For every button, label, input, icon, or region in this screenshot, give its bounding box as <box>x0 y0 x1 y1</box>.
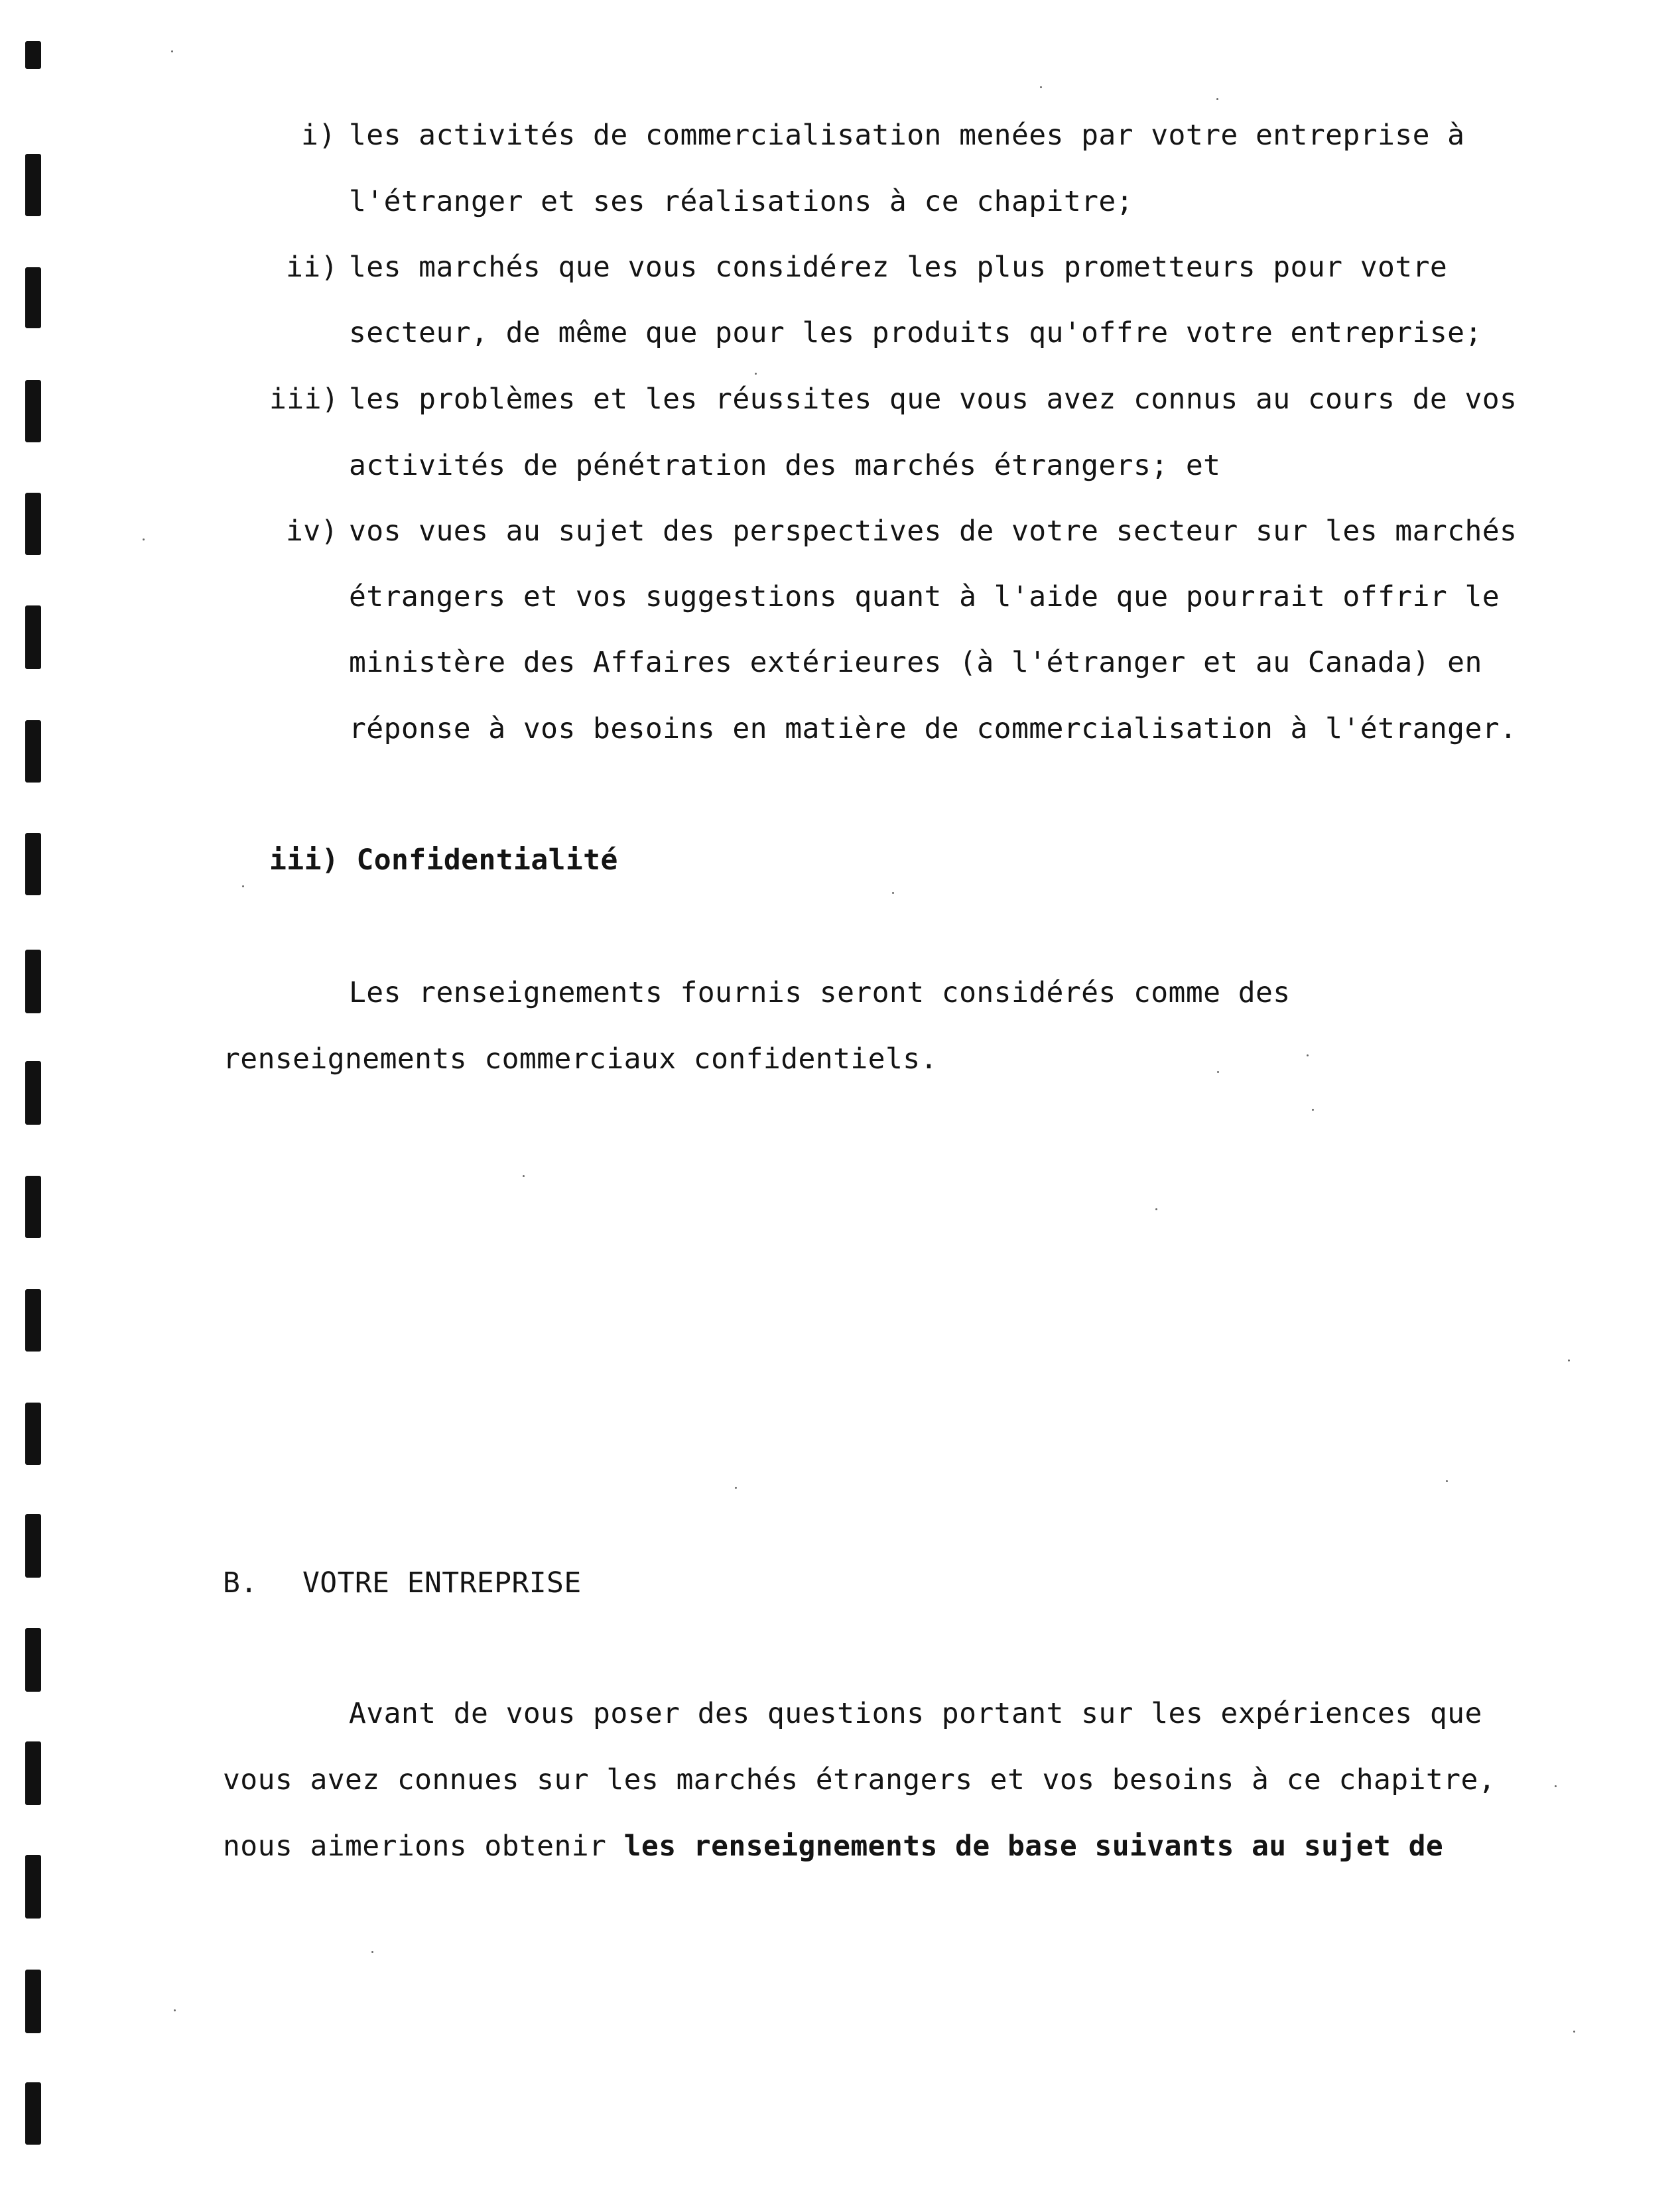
section-title: VOTRE ENTREPRISE <box>302 1566 582 1600</box>
binder-mark <box>25 720 41 783</box>
scan-speck <box>1155 1208 1157 1210</box>
scan-speck <box>523 1175 525 1177</box>
scan-speck <box>143 538 145 540</box>
scan-speck <box>1040 86 1042 88</box>
list-item-text: secteur, de même que pour les produits qu'offre votre entreprise; <box>349 316 1482 349</box>
scan-speck <box>174 2009 176 2011</box>
scan-speck <box>1446 1480 1448 1482</box>
list-item-text: l'étranger et ses réalisations à ce chapitre; <box>349 185 1133 218</box>
binder-mark <box>25 833 41 895</box>
list-item-text: les problèmes et les réussites que vous avez connus au cours de vos <box>349 383 1518 416</box>
list-item-text: vos vues au sujet des perspectives de votre secteur sur les marchés <box>349 515 1518 548</box>
binder-mark <box>25 1289 41 1352</box>
scan-speck <box>1555 1785 1557 1787</box>
scan-speck <box>1216 98 1218 100</box>
binder-mark <box>25 605 41 669</box>
scan-speck <box>1568 1359 1570 1361</box>
paragraph-line <box>223 1832 1443 1861</box>
list-number: iii) <box>269 383 340 416</box>
paragraph-line: vous avez connues sur les marchés étrangers et vos besoins à ce chapitre, <box>223 1763 1496 1796</box>
binder-mark <box>25 154 41 216</box>
scan-speck <box>755 373 757 375</box>
binder-mark <box>25 380 41 442</box>
binder-mark <box>25 1514 41 1578</box>
scan-speck <box>1217 1071 1219 1073</box>
section-letter: B. <box>223 1566 258 1600</box>
scan-speck <box>1307 1054 1309 1056</box>
binder-mark <box>25 1741 41 1805</box>
paragraph-line: renseignements commerciaux confidentiels. <box>223 1042 938 1076</box>
paragraph-line: Les renseignements fournis seront considérés comme des <box>349 976 1291 1009</box>
binder-mark <box>25 2082 41 2145</box>
binder-mark <box>25 41 41 69</box>
binder-mark <box>25 1176 41 1238</box>
list-item-text: les marchés que vous considérez les plus prometteurs pour votre <box>349 251 1448 284</box>
paragraph-line: Avant de vous poser des questions portant sur les expériences que <box>349 1697 1482 1730</box>
paragraph-text: nous aimerions obtenir <box>223 1830 607 1863</box>
scan-speck <box>735 1487 737 1489</box>
list-number: i) <box>301 119 336 152</box>
scan-speck <box>1312 1109 1314 1111</box>
scan-speck <box>171 50 173 52</box>
list-item-text: les activités de commercialisation menées par votre entreprise à <box>349 119 1465 152</box>
emphasized-text: les renseignements de base suivants au sujet de <box>623 1830 1444 1863</box>
scan-speck <box>242 885 244 887</box>
section-heading: iii) Confidentialité <box>269 844 618 877</box>
scan-speck <box>892 892 894 894</box>
binder-mark <box>25 1970 41 2033</box>
binder-mark <box>25 1403 41 1465</box>
list-number: iv) <box>286 515 338 548</box>
binder-mark <box>25 1628 41 1692</box>
scan-speck <box>1573 2031 1575 2033</box>
binder-mark <box>25 267 41 328</box>
binder-mark <box>25 493 41 555</box>
list-item-text: ministère des Affaires extérieures (à l'étranger et au Canada) en <box>349 646 1482 679</box>
list-item-text: étrangers et vos suggestions quant à l'aide que pourrait offrir le <box>349 580 1500 613</box>
list-number: ii) <box>286 251 338 284</box>
list-item-text: réponse à vos besoins en matière de commercialisation à l'étranger. <box>349 712 1518 745</box>
scan-speck <box>371 1951 373 1953</box>
binder-mark <box>25 950 41 1013</box>
binder-mark <box>25 1061 41 1125</box>
binder-mark <box>25 1855 41 1919</box>
list-item-text: activités de pénétration des marchés étrangers; et <box>349 449 1221 482</box>
